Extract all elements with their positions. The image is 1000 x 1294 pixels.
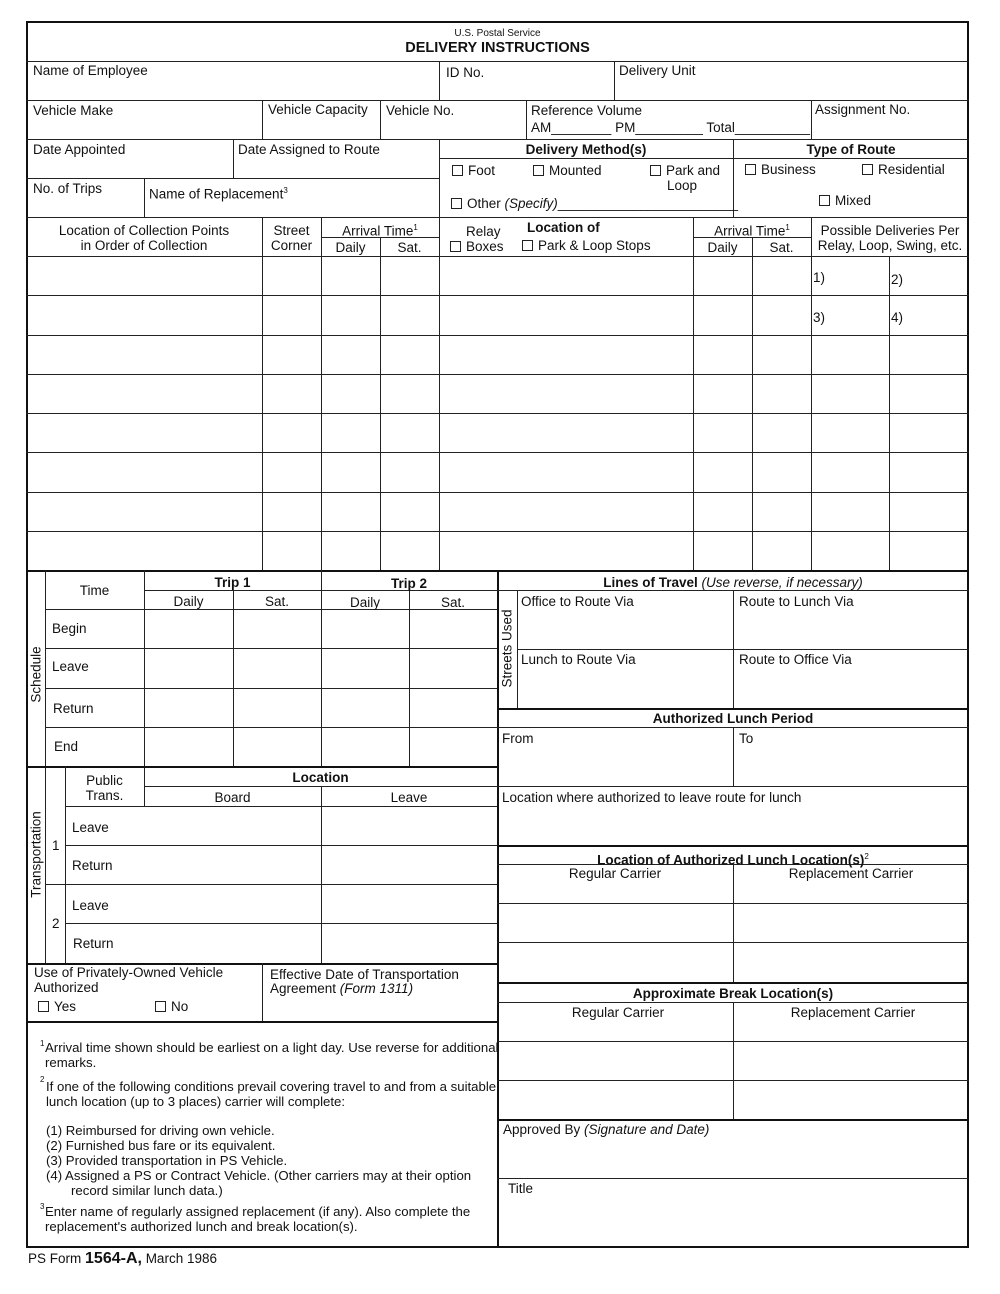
arrival-time-header: Arrival Time$^1$ bbox=[342, 223, 418, 239]
park-loop-stops-checkbox[interactable]: Park & Loop Stops bbox=[522, 238, 651, 253]
schedule-label: Schedule bbox=[28, 646, 44, 703]
possible-deliveries-header-2: Relay, Loop, Swing, etc. bbox=[817, 238, 963, 253]
office-to-route-field[interactable]: Office to Route Via bbox=[521, 594, 634, 609]
transport-2-label: 2 bbox=[52, 916, 60, 931]
pov-label: Use of Privately-Owned Vehicle bbox=[34, 965, 224, 980]
business-checkbox[interactable]: Business bbox=[745, 162, 816, 177]
mounted-checkbox[interactable]: Mounted bbox=[533, 163, 602, 178]
mixed-checkbox[interactable]: Mixed bbox=[819, 193, 871, 208]
date-assigned-field[interactable]: Date Assigned to Route bbox=[238, 142, 380, 157]
lines-of-travel-heading: Lines of Travel (Use reverse, if necessary) bbox=[603, 575, 863, 590]
sat-header-2: Sat. bbox=[769, 240, 794, 255]
id-no-field[interactable]: ID No. bbox=[446, 65, 485, 80]
pov-authorized-label: Authorized bbox=[34, 980, 99, 995]
transportation-label: Transportation bbox=[28, 811, 44, 898]
corner-header: Corner bbox=[270, 238, 313, 253]
break-replacement-carrier-header: Replacement Carrier bbox=[790, 1005, 916, 1020]
pov-yes-checkbox[interactable]: Yes bbox=[38, 999, 76, 1014]
reference-volume-field[interactable]: AM________ PM_________ Total__________ bbox=[531, 120, 810, 135]
vehicle-no-field[interactable]: Vehicle No. bbox=[386, 103, 455, 118]
arrival-time-header-2: Arrival Time$^1$ bbox=[714, 223, 790, 239]
trip-2-daily-header: Daily bbox=[349, 595, 380, 610]
location-header: Location bbox=[292, 770, 349, 785]
note-2-item-4-cont: record similar lunch data.) bbox=[71, 1183, 223, 1198]
employee-name-field[interactable]: Name of Employee bbox=[33, 63, 148, 78]
begin-label: Begin bbox=[52, 621, 87, 636]
approved-by-field[interactable]: Approved By (Signature and Date) bbox=[503, 1122, 710, 1137]
transport-return-1: Return bbox=[72, 858, 113, 873]
board-header: Board bbox=[214, 790, 251, 805]
note-3-marker: 3 bbox=[40, 1202, 45, 1211]
note-1-marker: 1 bbox=[40, 1039, 45, 1048]
delivery-method-heading: Delivery Method(s) bbox=[525, 142, 647, 157]
collection-order-header: in Order of Collection bbox=[80, 238, 208, 253]
end-label: End bbox=[54, 739, 79, 754]
lunch-from-field[interactable]: From bbox=[502, 731, 534, 746]
break-regular-carrier-header: Regular Carrier bbox=[571, 1005, 665, 1020]
other-checkbox[interactable]: Other (Specify)________________________ bbox=[451, 196, 738, 211]
daily-header: Daily bbox=[335, 240, 366, 255]
route-to-office-field[interactable]: Route to Office Via bbox=[739, 652, 852, 667]
title-field[interactable]: Title bbox=[508, 1181, 534, 1196]
type-of-route-heading: Type of Route bbox=[806, 142, 896, 157]
delivery-number-4: 4) bbox=[891, 310, 904, 325]
sat-header: Sat. bbox=[397, 240, 422, 255]
note-2-item-1: (1) Reimbursed for driving own vehicle. bbox=[46, 1123, 275, 1138]
note-3-line-1: Enter name of regularly assigned replacement (if any). Also complete the bbox=[45, 1204, 471, 1219]
pov-no-checkbox[interactable]: No bbox=[155, 999, 188, 1014]
trip-2-sat-header: Sat. bbox=[440, 595, 465, 610]
trip-2-header: Trip 2 bbox=[390, 576, 427, 591]
daily-header-2: Daily bbox=[707, 240, 738, 255]
leave-label: Leave bbox=[52, 659, 89, 674]
delivery-number-1: 1) bbox=[813, 270, 826, 285]
leave-route-lunch-field[interactable]: Location where authorized to leave route for lunch bbox=[502, 790, 802, 805]
lunch-period-heading: Authorized Lunch Period bbox=[652, 711, 814, 726]
transport-leave-2: Leave bbox=[72, 898, 109, 913]
note-3-line-2: replacement's authorized lunch and break location(s). bbox=[45, 1219, 358, 1234]
agreement-label: Agreement (Form 1311) bbox=[270, 981, 414, 996]
no-of-trips-field[interactable]: No. of Trips bbox=[33, 181, 103, 196]
lunch-replacement-carrier-header: Replacement Carrier bbox=[788, 866, 914, 881]
transport-return-2: Return bbox=[73, 936, 114, 951]
note-2-marker: 2 bbox=[40, 1075, 45, 1084]
lunch-to-field[interactable]: To bbox=[739, 731, 754, 746]
park-loop-checkbox[interactable]: Park and bbox=[650, 163, 720, 178]
collection-location-header: Location of Collection Points bbox=[58, 223, 230, 238]
note-2-item-3: (3) Provided transportation in PS Vehicle. bbox=[46, 1153, 288, 1168]
date-appointed-field[interactable]: Date Appointed bbox=[33, 142, 126, 157]
reference-volume-label: Reference Volume bbox=[531, 103, 643, 118]
form-number: PS Form 1564-A, March 1986 bbox=[28, 1250, 217, 1267]
delivery-unit-field[interactable]: Delivery Unit bbox=[619, 63, 696, 78]
trip-1-daily-header: Daily bbox=[173, 594, 204, 609]
trip-1-header: Trip 1 bbox=[214, 575, 251, 590]
transport-1-label: 1 bbox=[52, 838, 60, 853]
residential-checkbox[interactable]: Residential bbox=[862, 162, 945, 177]
lunch-regular-carrier-header: Regular Carrier bbox=[568, 866, 662, 881]
effective-date-label: Effective Date of Transportation bbox=[270, 967, 459, 982]
transport-leave-1: Leave bbox=[72, 820, 109, 835]
note-2-item-4: (4) Assigned a PS or Contract Vehicle. (Other carriers may at their option bbox=[46, 1168, 472, 1183]
form-title: DELIVERY INSTRUCTIONS bbox=[405, 40, 590, 56]
agency-label: U.S. Postal Service bbox=[454, 28, 541, 39]
time-header: Time bbox=[79, 583, 110, 598]
note-1-line-1: Arrival time shown should be earliest on a light day. Use reverse for additional bbox=[45, 1040, 499, 1055]
possible-deliveries-header: Possible Deliveries Per bbox=[820, 223, 960, 238]
replacement-name-field[interactable]: Name of Replacement$^3$ bbox=[149, 186, 288, 202]
relay-label: Relay bbox=[466, 224, 501, 239]
note-1-line-2: remarks. bbox=[45, 1055, 97, 1070]
note-2-line-2: lunch location (up to 3 places) carrier will complete: bbox=[46, 1094, 346, 1109]
street-header: Street bbox=[273, 223, 310, 238]
delivery-number-2: 2) bbox=[891, 272, 904, 287]
lunch-to-route-field[interactable]: Lunch to Route Via bbox=[521, 652, 636, 667]
assignment-no-field[interactable]: Assignment No. bbox=[815, 102, 911, 117]
location-of-header: Location of bbox=[527, 220, 600, 235]
public-trans-header: Public bbox=[86, 773, 123, 788]
route-to-lunch-field[interactable]: Route to Lunch Via bbox=[739, 594, 854, 609]
note-2-item-2: (2) Furnished bus fare or its equivalent. bbox=[46, 1138, 276, 1153]
lunch-location-heading: Location of Authorized Lunch $Location(s)^2$ bbox=[597, 852, 869, 868]
streets-used-label: Streets Used bbox=[499, 609, 515, 688]
delivery-number-3: 3) bbox=[813, 310, 826, 325]
trip-1-sat-header: Sat. bbox=[264, 594, 289, 609]
foot-checkbox[interactable]: Foot bbox=[452, 163, 495, 178]
note-2-line-1: If one of the following conditions prevail covering travel to and from a suitable bbox=[46, 1079, 497, 1094]
return-label: Return bbox=[53, 701, 94, 716]
park-loop-label: Loop bbox=[667, 178, 698, 193]
relay-boxes-checkbox[interactable]: Boxes bbox=[450, 239, 504, 254]
break-location-heading: Approximate Break Location(s) bbox=[632, 986, 834, 1001]
public-trans-header-2: Trans. bbox=[85, 788, 124, 803]
leave-header: Leave bbox=[390, 790, 428, 805]
vehicle-capacity-field[interactable]: Vehicle Capacity bbox=[268, 102, 368, 117]
vehicle-make-field[interactable]: Vehicle Make bbox=[33, 103, 114, 118]
